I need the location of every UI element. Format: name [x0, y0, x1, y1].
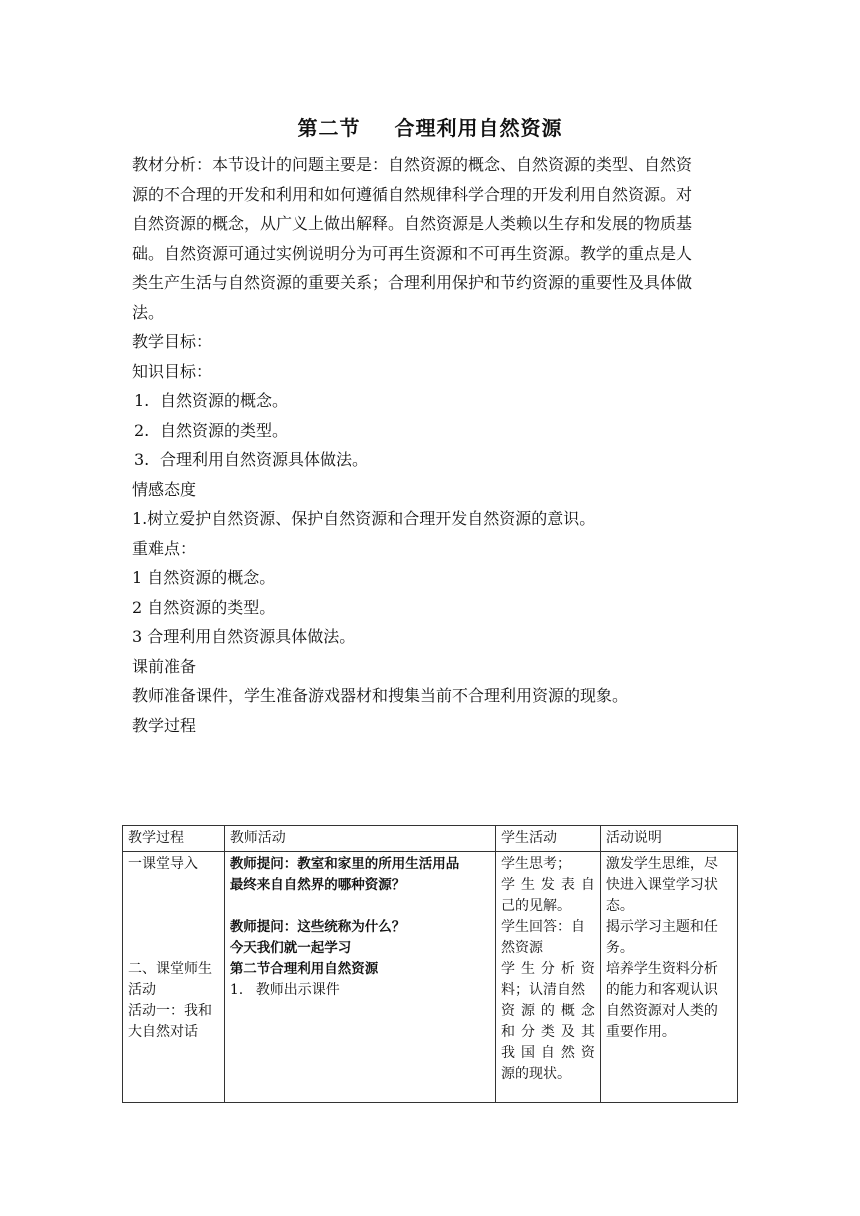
attitude-item: 1.树立爱护自然资源、保护自然资源和合理开发自然资源的意识。: [132, 509, 596, 528]
analysis-line: 法。: [132, 302, 165, 322]
table-header: 学生活动: [496, 826, 601, 852]
knowledge-item: 2. 自然资源的类型。: [134, 420, 289, 440]
key-point-item: 2 自然资源的类型。: [132, 597, 276, 617]
table-header-row: [123, 826, 738, 852]
teaching-process-table: [122, 825, 738, 1103]
attitude-heading: 情感态度: [132, 479, 197, 499]
analysis-line: 源的不合理的开发和利用和如何遵循自然规律科学合理的开发利用自然资源。对: [132, 184, 693, 204]
activity-description-cell: 激发学生思维，尽 快进入课堂学习状 态。 揭示学习主题和任 务。 培养学生资料分析 的能力和客观认识 自然资源对人类的 重要作用。: [600, 852, 737, 1103]
analysis-line: 自然资源的概念，从广义上做出解释。自然资源是人类赖以生存和发展的物质基: [132, 214, 693, 233]
table-row: [123, 852, 738, 1103]
teacher-activity-cell: 教师提问：教室和家里的所用生活用品 最终来自自然界的哪种资源？ 教师提问：这些统称为什么？ 今天我们就一起学习 第二节合理利用自然资源 1. 教师出示课件: [224, 852, 495, 1103]
process-stage-cell: 一课堂导入 二、课堂师生 活动 活动一：我和 大自然对话: [123, 852, 225, 1103]
student-activity-cell: 学生思考； 学生发表自 己的见解。 学生回答：自 然资源 学生分析资 料；认清自然 资源的概念 和分类及其 我国自然资 源的现状。: [496, 852, 601, 1103]
knowledge-item: 3. 合理利用自然资源具体做法。: [134, 450, 369, 469]
analysis-line: 类生产生活与自然资源的重要关系；合理利用保护和节约资源的重要性及具体做: [132, 273, 693, 292]
table-header: 教学过程: [123, 826, 225, 852]
knowledge-heading: 知识目标：: [132, 361, 213, 381]
analysis-line: 础。自然资源可通过实例说明分为可再生资源和不可再生资源。教学的重点是人: [132, 243, 693, 263]
key-points-heading: 重难点：: [132, 538, 197, 558]
table-header: 活动说明: [600, 826, 737, 852]
goals-heading: 教学目标：: [132, 332, 213, 351]
key-point-item: 1 自然资源的概念。: [132, 568, 276, 587]
preparation-heading: 课前准备: [132, 656, 197, 676]
knowledge-item: 1. 自然资源的概念。: [134, 391, 289, 410]
analysis-line: 教材分析：本节设计的问题主要是：自然资源的概念、自然资源的类型、自然资: [132, 155, 693, 174]
table-header: 教师活动: [224, 826, 495, 852]
key-point-item: 3 合理利用自然资源具体做法。: [132, 627, 356, 646]
page-title: [0, 112, 860, 141]
process-heading: 教学过程: [132, 715, 197, 735]
preparation-text: 教师准备课件，学生准备游戏器材和搜集当前不合理利用资源的现象。: [132, 686, 629, 705]
document-body: [132, 150, 736, 740]
title-section-number: 第二节: [297, 116, 361, 140]
title-topic: 合理利用自然资源: [394, 116, 563, 140]
